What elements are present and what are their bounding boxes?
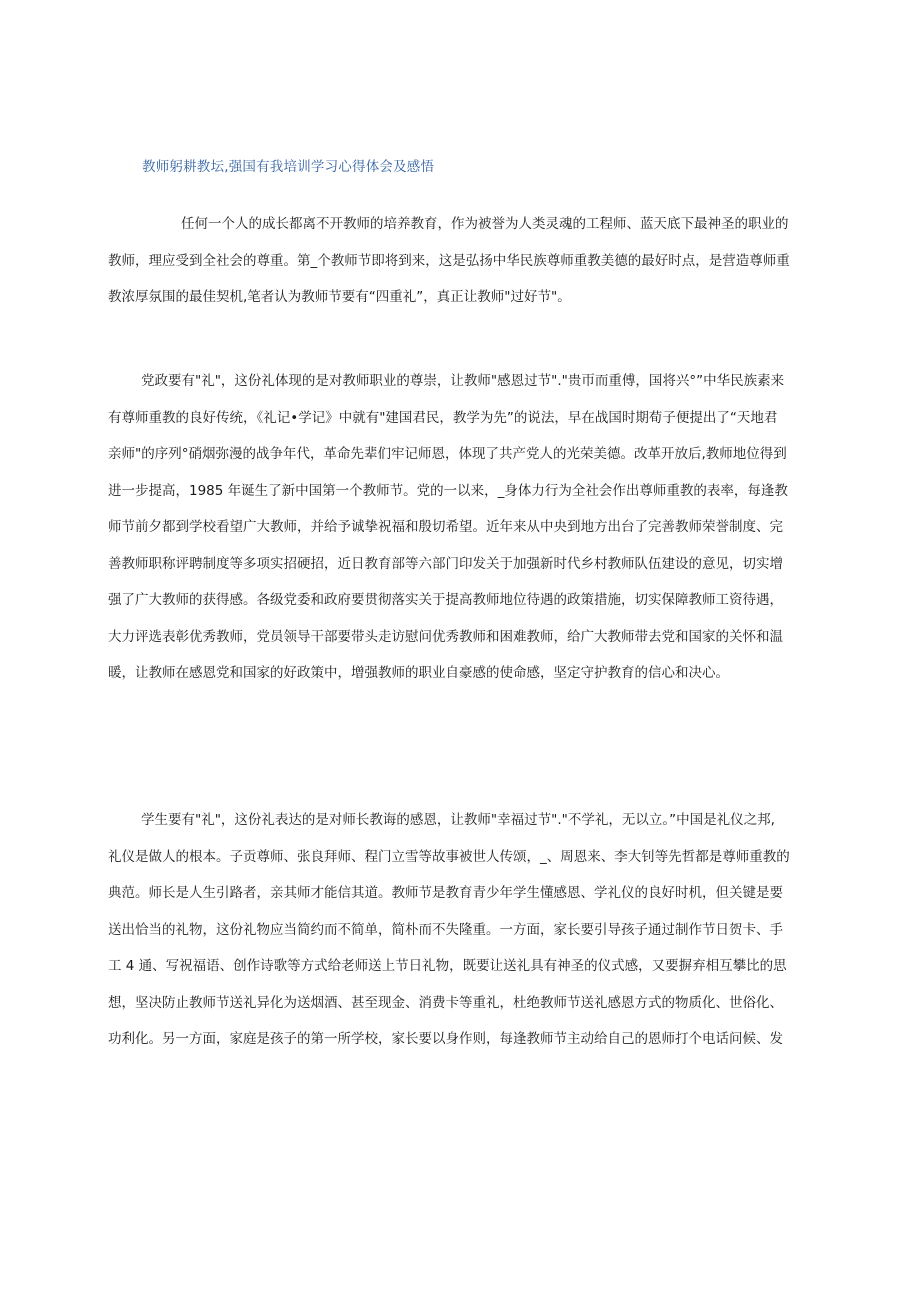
paragraph-line: 礼仪是做人的根本。子贡尊师、张良拜师、程门立雪等故事被世人传颂，_、周恩来、李大钊等先哲都是尊师重教的 xyxy=(108,848,790,865)
paragraph-line: 进一步提高，1985 年诞生了新中国第一个教师节。党的一以来，_身体力行为全社会作出尊师重教的表率，每逢教 xyxy=(108,482,788,499)
paragraph-line: 送出恰当的礼物，这份礼物应当简约而不简单，简朴而不失隆重。一方面，家长要引导孩子通过制作节日贺卡、手 xyxy=(108,921,783,938)
paragraph-line: 暖，让教师在感恩党和国家的好政策中，增强教师的职业自豪感的使命感，坚定守护教育的信心和决心。 xyxy=(108,665,729,681)
paragraph-line: 学生要有"礼"，这份礼表达的是对师长教诲的感恩，让教师"幸福过节"."不学礼，无以立。”中国是礼仪之邦, xyxy=(141,812,775,828)
paragraph-line: 教浓厚氛围的最佳契机,笔者认为教师节要有“四重礼”，真正让教师"过好节"。 xyxy=(108,289,571,305)
paragraph-line: 善教师职称评聘制度等多项实招硬招，近日教育部等六部门印发关于加强新时代乡村教师队伍建设的意见，切实增 xyxy=(108,555,783,572)
paragraph-party-government-courtesy xyxy=(108,363,828,692)
document-title: 教师躬耕教坛,强国有我培训学习心得体会及感悟 xyxy=(142,159,435,175)
paragraph-line: 典范。师长是人生引路者，亲其师才能信其道。教师节是教育青少年学生懂感恩、学礼仪的良好时机，但关键是要 xyxy=(108,885,783,901)
paragraph-line: 强了广大教师的获得感。各级党委和政府要贯彻落实关于提高教师地位待遇的政策措施，切实保障教师工资待遇， xyxy=(108,592,783,608)
paragraph-student-courtesy xyxy=(108,802,828,1058)
paragraph-line: 有尊师重教的良好传统，《礼记•学记》中就有"建国君民，教学为先”的说法，早在战国时期荀子便提出了“天地君 xyxy=(108,409,778,426)
paragraph-line: 教师，理应受到全社会的尊重。第_个教师节即将到来，这是弘扬中华民族尊师重教美德的最好时点，是营造尊师重 xyxy=(108,252,790,269)
paragraph-line: 想，坚决防止教师节送礼异化为送烟酒、甚至现金、消费卡等重礼，杜绝教师节送礼感恩方式的物质化、世俗化、 xyxy=(108,994,783,1011)
paragraph-line: 工 4 通、写祝福语、创作诗歌等方式给老师送上节日礼物，既要让送礼具有神圣的仪式感，又要摒弃相互攀比的思 xyxy=(108,958,787,974)
paragraph-line: 党政要有"礼"，这份礼体现的是对教师职业的尊崇，让教师"感恩过节"."贵帀而重傅，国将兴°”中华民族素来 xyxy=(141,373,785,389)
paragraph-line: 师节前夕都到学校看望广大教师，并给予诚挚祝福和殷切希望。近年来从中央到地方出台了完善教师荣誉制度、完 xyxy=(108,519,783,535)
paragraph-line: 功利化。另一方面，家庭是孩子的第一所学校，家长要以身作则，每逢教师节主动给自己的恩师打个电话问候、发 xyxy=(108,1031,783,1047)
paragraph-line: 大力评选表彰优秀教师，党员领导干部要带头走访慰问优秀教师和困难教师，给广大教师带去党和国家的关怀和温 xyxy=(108,628,783,645)
paragraph-teacher-respect-intro xyxy=(108,206,828,316)
paragraph-line: 亲师"的序列°硝烟弥漫的战争年代，革命先辈们牢记师恩，体现了共产党人的光荣美德。改革开放后,教师地位得到 xyxy=(108,446,787,462)
paragraph-line: 任何一个人的成长都离不开教师的培养教育，作为被誉为人类灵魂的工程师、蓝天底下最神圣的职业的 xyxy=(181,216,789,232)
